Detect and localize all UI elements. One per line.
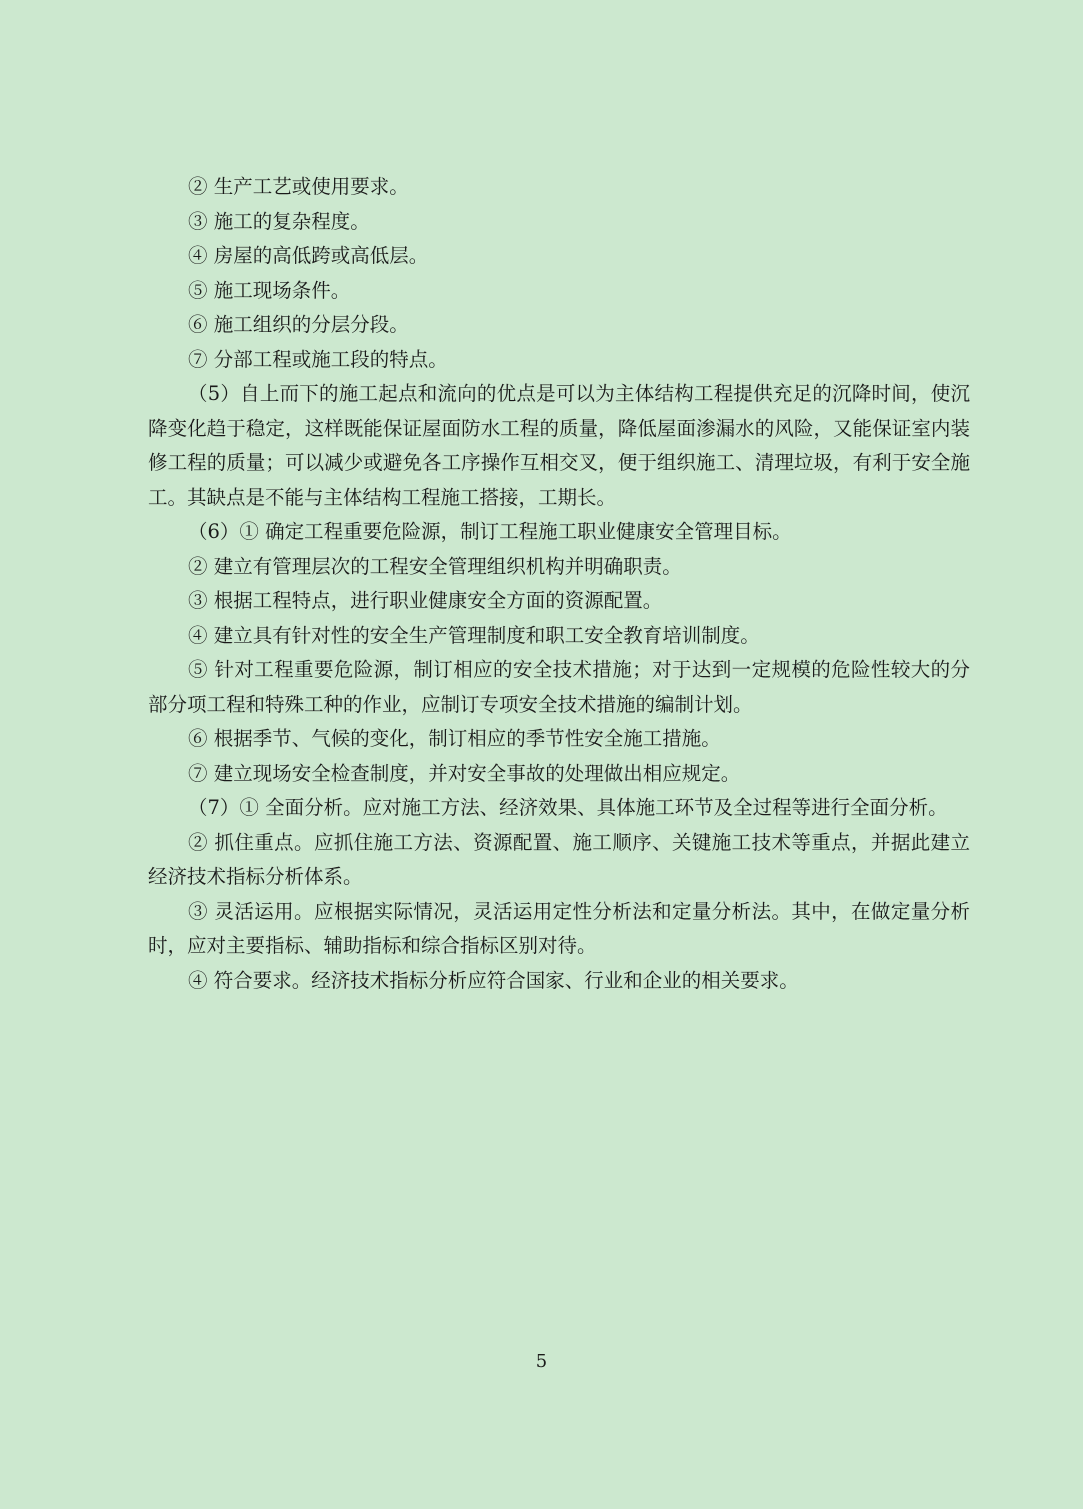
paragraph: ⑦ 建立现场安全检查制度，并对安全事故的处理做出相应规定。 (188, 761, 741, 785)
paragraph: ⑤ 针对工程重要危险源，制订相应的安全技术措施；对于达到一定规模的危险性较大的分部分项工程和特殊工种的作业，应制订专项安全技术措施的编制计划。 (148, 658, 970, 716)
paragraph: ③ 根据工程特点，进行职业健康安全方面的资源配置。 (188, 589, 663, 612)
paragraph: ⑥ 根据季节、气候的变化，制订相应的季节性安全施工措施。 (188, 727, 721, 750)
paragraph: ④ 符合要求。经济技术指标分析应符合国家、行业和企业的相关要求。 (188, 968, 799, 992)
page-number: 5 (535, 1351, 548, 1372)
paragraph: （7）① 全面分析。应对施工方法、经济效果、具体施工环节及全过程等进行全面分析。 (188, 796, 948, 819)
body-text (148, 170, 970, 998)
paragraph: ⑤ 施工现场条件。 (188, 278, 351, 302)
paragraph: ④ 建立具有针对性的安全生产管理制度和职工安全教育培训制度。 (188, 623, 760, 647)
paragraph: ③ 灵活运用。应根据实际情况，灵活运用定性分析法和定量分析法。其中，在做定量分析时，应对主要指标、辅助指标和综合指标区别对待。 (148, 899, 970, 957)
paragraph: ③ 施工的复杂程度。 (188, 209, 370, 233)
paragraph: ② 生产工艺或使用要求。 (188, 175, 409, 198)
paragraph: ⑦ 分部工程或施工段的特点。 (188, 347, 448, 371)
paragraph: （5）自上而下的施工起点和流向的优点是可以为主体结构工程提供充足的沉降时间，使沉降变化趋于稳定，这样既能保证屋面防水工程的质量，降低屋面渗漏水的风险，又能保证室内装修工程的质量；可以减少或避免各工序操作互相交叉，便于组织施工、清理垃圾，有利于安全施工。其缺点是不能与主体结构工程施工搭接，工期长。 (148, 382, 970, 509)
paragraph: ② 建立有管理层次的工程安全管理组织机构并明确职责。 (188, 554, 682, 578)
paragraph: ② 抓住重点。应抓住施工方法、资源配置、施工顺序、关键施工技术等重点，并据此建立经济技术指标分析体系。 (148, 830, 970, 888)
paragraph: ④ 房屋的高低跨或高低层。 (188, 244, 429, 267)
paragraph: （6）① 确定工程重要危险源，制订工程施工职业健康安全管理目标。 (188, 520, 792, 543)
paragraph: ⑥ 施工组织的分层分段。 (188, 313, 409, 336)
